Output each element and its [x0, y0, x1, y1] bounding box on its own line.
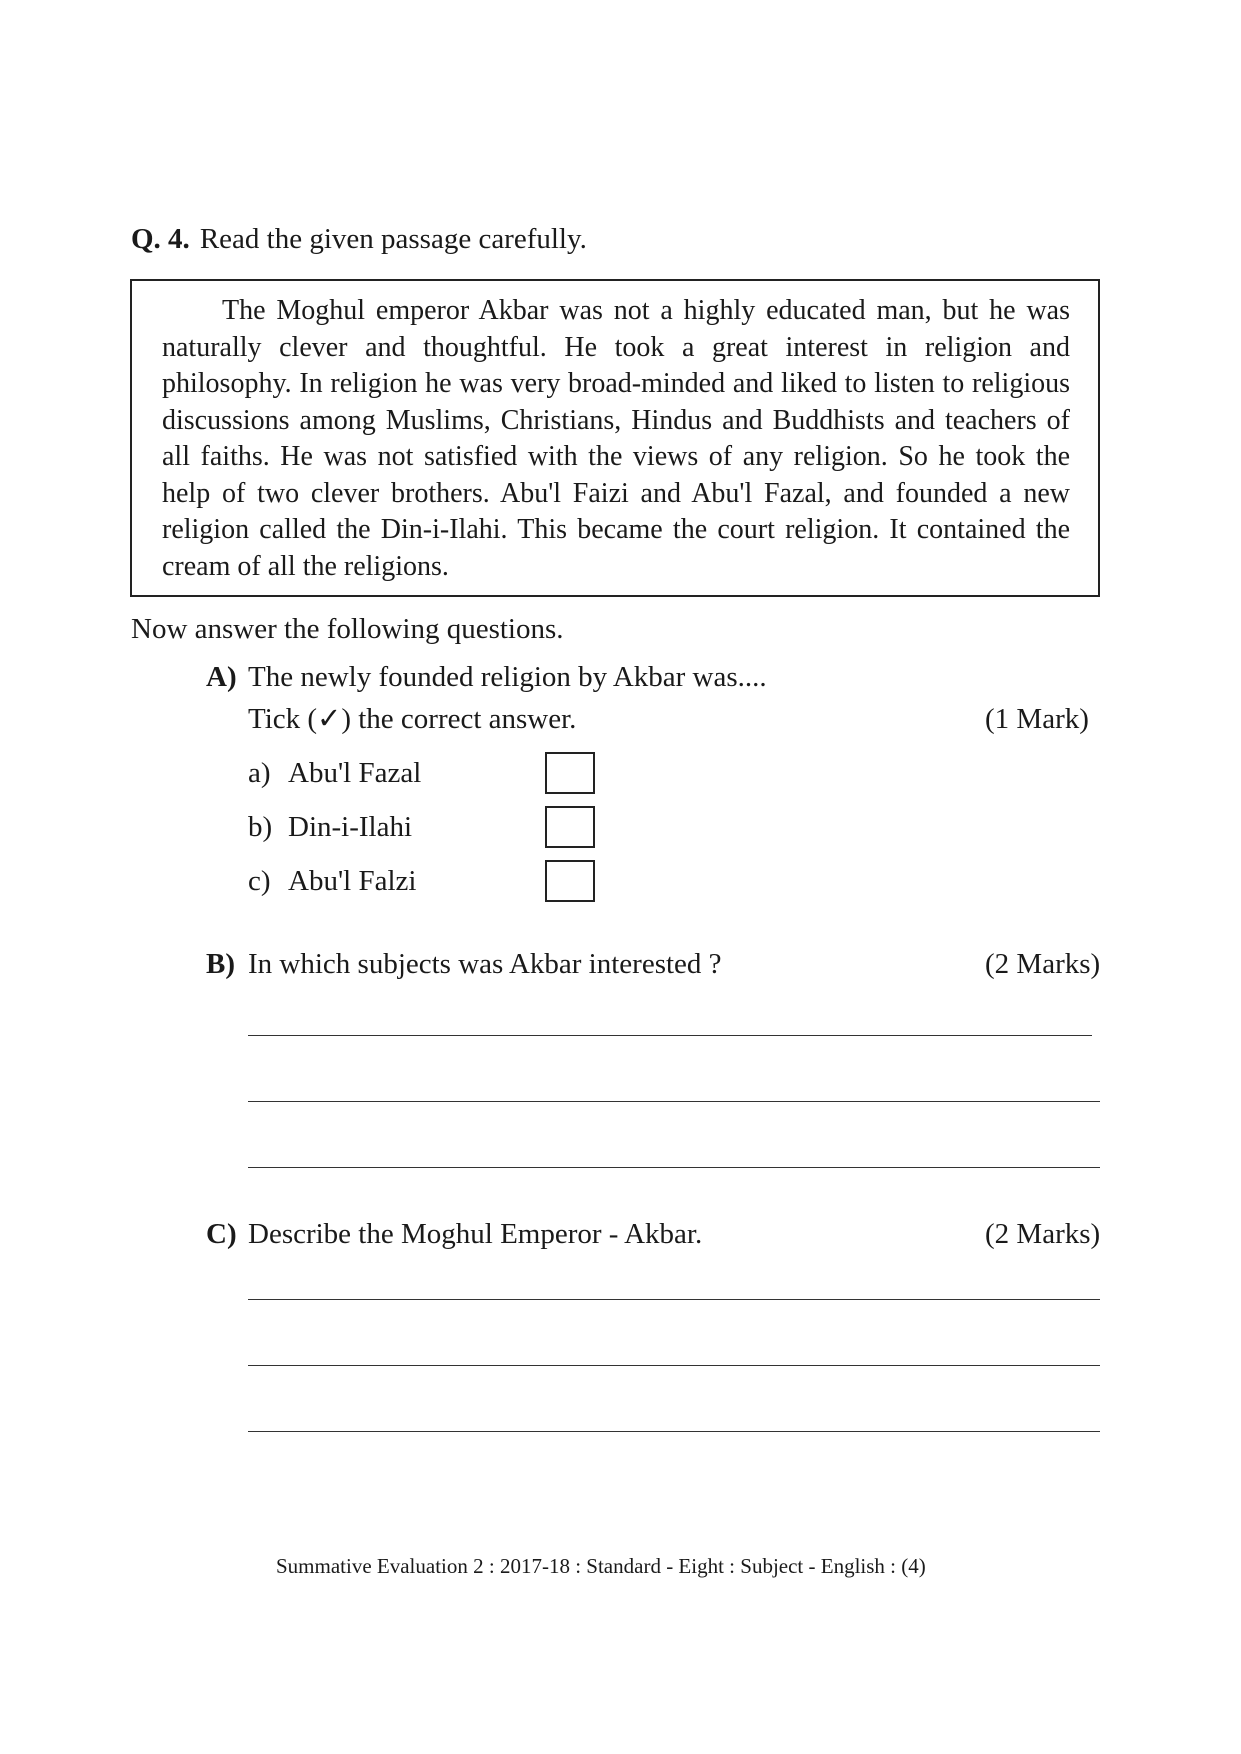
part-a-subtext: Tick (✓) the correct answer.	[248, 703, 577, 735]
option-b-text: Din-i-Ilahi	[288, 811, 413, 843]
answer-line-b-1[interactable]	[248, 1035, 1092, 1036]
part-b-question: In which subjects was Akbar interested ?	[248, 948, 722, 980]
page-footer: Summative Evaluation 2 : 2017-18 : Standard - Eight : Subject - English : (4)	[276, 1554, 926, 1578]
option-b-checkbox[interactable]	[545, 806, 595, 848]
option-b	[248, 810, 412, 844]
answer-line-b-2[interactable]	[248, 1101, 1100, 1102]
part-a-label: A)	[206, 661, 237, 693]
option-c-letter: c)	[248, 865, 271, 897]
answer-line-c-1[interactable]	[248, 1299, 1100, 1300]
question-number: Q. 4.	[131, 223, 190, 255]
option-c-text: Abu'l Falzi	[288, 865, 417, 897]
part-b-label: B)	[206, 948, 235, 980]
option-b-letter: b)	[248, 811, 273, 843]
passage-text: The Moghul emperor Akbar was not a highly educated man, but he was naturally clever and thoughtful. He took a great interest in religion and philosophy. In religion he was very broad-minded and liked to listen to religious discussions among Muslims, Christians, Hindus and Buddhists and teachers of all faiths. He was not satisfied with the views of any religion. So he took the help of two clever brothers. Abu'l Faizi and Abu'l Fazal, and founded a new religion called the Din-i-Ilahi. This became the court religion. It contained the cream of all the religions.	[162, 295, 1070, 582]
option-c-checkbox[interactable]	[545, 860, 595, 902]
instruction-text: Now answer the following questions.	[131, 613, 564, 645]
part-c-label: C)	[206, 1218, 237, 1250]
part-c-marks: (2 Marks)	[985, 1218, 1101, 1250]
part-b-marks: (2 Marks)	[985, 948, 1101, 980]
part-a-question: The newly founded religion by Akbar was....	[248, 661, 767, 693]
option-c	[248, 864, 416, 898]
answer-line-c-3[interactable]	[248, 1431, 1100, 1432]
answer-line-c-2[interactable]	[248, 1365, 1100, 1366]
question-prompt: Read the given passage carefully.	[199, 223, 587, 255]
part-a-marks: (1 Mark)	[985, 703, 1089, 735]
part-c-question: Describe the Moghul Emperor - Akbar.	[248, 1218, 703, 1250]
option-a	[248, 756, 421, 790]
passage-box	[130, 279, 1100, 597]
option-a-text: Abu'l Fazal	[288, 757, 422, 789]
option-a-letter: a)	[248, 757, 271, 789]
question-heading	[131, 222, 587, 256]
option-a-checkbox[interactable]	[545, 752, 595, 794]
answer-line-b-3[interactable]	[248, 1167, 1100, 1168]
